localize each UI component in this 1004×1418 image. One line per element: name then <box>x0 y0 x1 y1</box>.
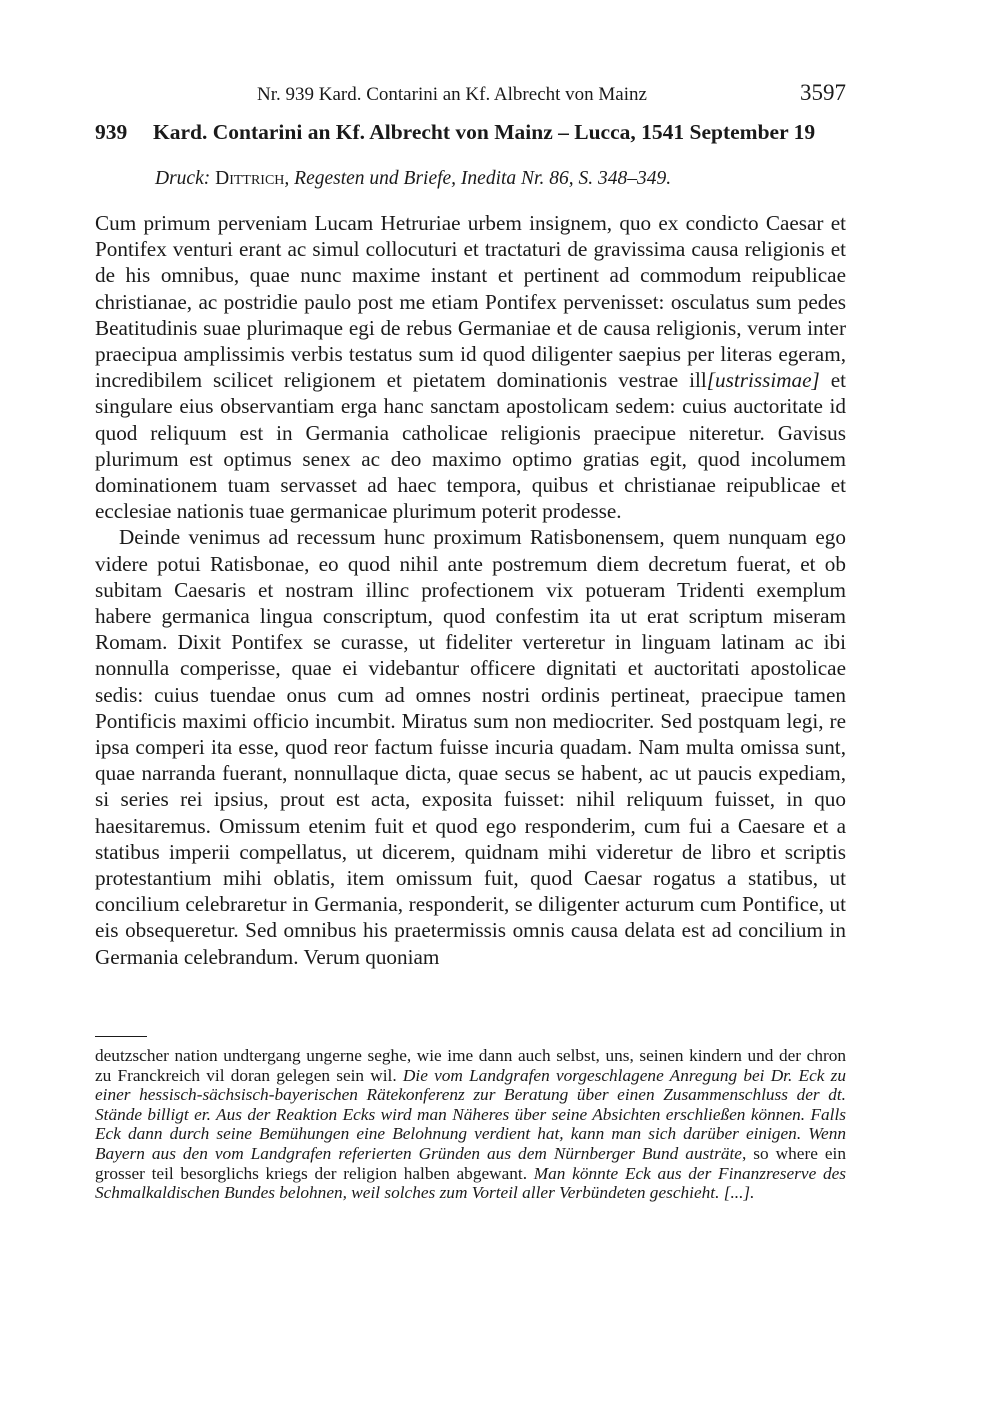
letter-body <box>95 210 846 970</box>
print-note <box>155 168 855 190</box>
footnote-summary-2: Man könnte Eck aus der Finanzreserve des Schmalkaldischen Bundes belohnen, weil solches zum Vorteil aller Verbündeten geschieht. [...]. <box>95 1163 846 1203</box>
print-note-label: Druck: <box>155 168 211 189</box>
paragraph-1-text-b: et singulare eius observantiam erga hanc sanctam apostolicam sedem: cuius auctoritate id quod reliquum est in Germania catholicae religionis praecipue niteretur. Gavisus plurimum est optimus senex ac deo maximo optimo gratias egit, quod incolumem dominationem tuam servasset ad haec tempora, quibus et christianae reipublicae et ecclesiae nationis tuae germanicae plurimum poterit prodesse. <box>95 368 846 524</box>
print-note-reference: , Regesten und Briefe, Inedita Nr. 86, S. 348–349. <box>284 168 672 189</box>
running-head <box>95 80 846 108</box>
paragraph-1-text-a: Cum primum perveniam Lucam Hetruriae urbem insignem, quo ex condicto Caesar et Pontifex venturi erant ac simul collocuturi et tractaturi de gravissima causa religionis et de his omnibus, quae nunc maxime instant et pertinent ad commodum reipublicae christianae, ac postridie paulo post me etiam Pontifex pervenisset: osculatus sum pedes Beatitudinis suae plurimaque egi de rebus Germaniae et de causa religionis, verum inter praecipua amplissimis verbis testatus sum id quod diligenter saepius per literas egeram, incredibilem scilicet religionem et pietatem dominationis vestrae ill <box>95 211 846 393</box>
document-number: 939 <box>95 120 128 144</box>
footnote-summary-1: Die vom Landgrafen vorgeschlagene Anregung bei Dr. Eck zu einer hessisch-sächsisch-bayerischen Rätekonferenz zur Beratung über einen Zusammenschluss der dt. Stände billigt er. Aus der Reaktion Ecks wird man Näheres über seine Absichten erschließen können. Falls Eck dann durch seine Bemühungen eine Belohnung verdient hat, kann man sich darüber einigen. Wenn Bayern aus den vom Landgrafen referierten Gründen aus dem Nürnberger Bund austräte <box>95 1065 846 1163</box>
footnote-quote-1: deutzscher nation undtergang ungerne seghe, wie ime dann auch selbst, uns, seinen kindern und der chron zu Franckreich vil doran gelegen sein wil. <box>95 1046 846 1085</box>
paragraph-1 <box>95 210 846 524</box>
footnote <box>95 1046 846 1203</box>
footnote-text <box>95 1046 846 1203</box>
editorial-expansion: [ustrissimae] <box>706 368 820 393</box>
footnote-quote-2: , so where ein grosser teil besorglichs kriegs der religion halben abgewant. <box>95 1143 846 1183</box>
running-head-title: Nr. 939 Kard. Contarini an Kf. Albrecht von Mainz <box>257 84 647 105</box>
footnote-rule <box>95 1036 147 1037</box>
document-title: Kard. Contarini an Kf. Albrecht von Mainz – Lucca, 1541 September 19 <box>153 120 816 144</box>
paragraph-2: Deinde venimus ad recessum hunc proximum Ratisbonensem, quem nunquam ego videre potui Ratisbonae, eo quod nihil ante postremum diem decretum fuerat, et ob subitam Caesaris et nostram illinc profectionem vix potueram Tridenti exemplum habere germanica lingua conscriptum, quod confestim ita ut erat scriptum miseram Romam. Dixit Pontifex se curasse, ut fideliter verteretur in linguam latinam ac ibi nonnulla comperisse, quae ei videbantur officere dignitati et auctoritati apostolicae sedis: cuius tuendae onus cum ad omnes nostri ordinis pertineat, praecipue tamen Pontificis maximi officio incumbit. Miratus sum non mediocriter. Sed postquam legi, re ipsa comperi ita esse, quod reor factum fuisse incuria quadam. Nam multa omissa sunt, quae narranda fuerant, nonnullaque dicta, quae secus se habent, ac ut paucis expediam, si series rei ipsius, prout est acta, exposita fuisset: nihil reliquum fuisset, in quo haesitaremus. Omissum etenim fuit et quod ego responderim, cum fui a Caesare et a statibus imperii compellatus, ut dicerem, quidnam mihi videretur de libro et scriptis protestantium mihi oblatis, item omissum fuit, quod Caesar rogatus a statibus, ut concilium celebraretur in Germania, responderit, se diligenter acturum cum Pontifice, ut eis obsequeretur. Sed omnibus his praetermissis omnis causa delata est ad concilium in Germania celebrandum. Verum quoniam <box>95 525 846 969</box>
document-heading <box>95 120 855 145</box>
print-note-author: Dittrich <box>215 168 285 189</box>
page-number: 3597 <box>800 80 846 105</box>
